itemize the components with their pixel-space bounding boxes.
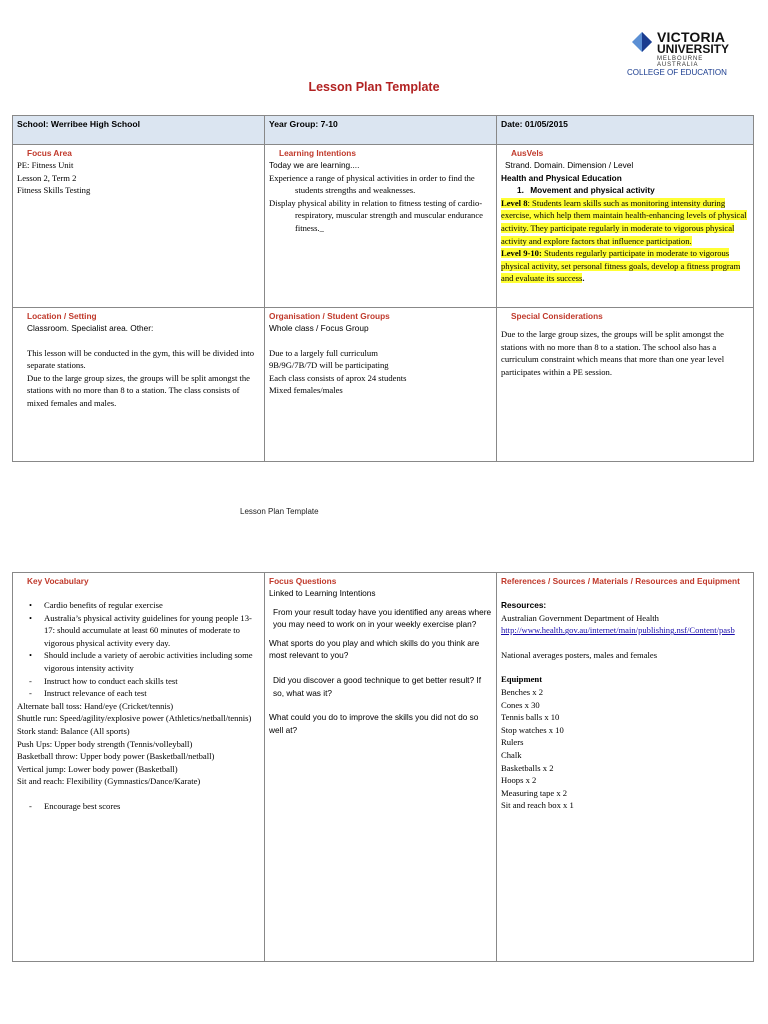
level8-text: : Students learn skills such as monitoring intensity during exercise, which help them maintain health-enhancing levels of physical activity. They participate regularly in moderate to vigorous physical activity and explore factors that influence participation. xyxy=(501,197,747,246)
focus-questions-heading: Focus Questions xyxy=(269,576,337,586)
focus-question: From your result today have you identified any areas where you may need to work on in your weekly exercise plan? xyxy=(273,606,492,630)
dash-mark: - xyxy=(29,675,32,686)
references-cell xyxy=(497,573,754,962)
resources-link-wrap xyxy=(501,624,749,637)
organisation-line: 9B/9G/7B/7D will be participating xyxy=(269,360,389,371)
document-subtitle: Lesson Plan Template xyxy=(240,507,319,516)
resources-dept: Australian Government Department of Health xyxy=(501,612,659,623)
learning-intentions-heading: Learning Intentions xyxy=(279,148,356,158)
references-heading: References / Sources / Materials / Resources and Equipment xyxy=(501,576,740,586)
level910-end: . xyxy=(582,273,585,284)
special-considerations-heading: Special Considerations xyxy=(511,311,603,321)
date-cell xyxy=(497,116,754,145)
logo-line-victoria: VICTORIA xyxy=(657,29,726,45)
key-vocabulary-cell xyxy=(13,573,265,962)
equipment-item: Tennis balls x 10 xyxy=(501,712,560,723)
organisation-line: Whole class / Focus Group xyxy=(269,323,369,333)
vocab-test-line: Push Ups: Upper body strength (Tennis/volleyball) xyxy=(17,738,193,749)
equipment-item: Basketballs x 2 xyxy=(501,762,554,773)
focus-area-cell xyxy=(13,145,265,308)
level8-label: Level 8 xyxy=(501,197,528,208)
learning-intentions-cell xyxy=(265,145,497,308)
document-title: Lesson Plan Template xyxy=(308,80,440,94)
equipment-item: Benches x 2 xyxy=(501,686,544,697)
location-para: This lesson will be conducted in the gym, this will be divided into separate stations. xyxy=(27,347,254,371)
date-value: 01/05/2015 xyxy=(524,119,568,129)
logo-college: COLLEGE OF EDUCATION xyxy=(627,68,727,77)
ausvels-subject: Health and Physical Education xyxy=(501,172,622,183)
date-label: Date: xyxy=(501,119,523,129)
dash-mark: - xyxy=(29,800,32,811)
equipment-item: Cones x 30 xyxy=(501,699,540,710)
location-line: Classroom. Specialist area. Other: xyxy=(27,323,154,333)
focus-questions-intro: Linked to Learning Intentions xyxy=(269,588,376,598)
equipment-item: Measuring tape x 2 xyxy=(501,787,568,798)
focus-question: Did you discover a good technique to get better result? If so, what was it? xyxy=(273,674,482,698)
bullet-mark: • xyxy=(29,650,33,661)
vocab-test-line: Vertical jump: Lower body power (Basketball) xyxy=(17,763,178,774)
vocab-test-line: Shuttle run: Speed/agility/explosive power (Athletics/netball/tennis) xyxy=(17,713,252,724)
victoria-university-logo xyxy=(627,28,730,80)
logo-line-university: UNIVERSITY xyxy=(657,42,730,56)
logo-diamond-icon xyxy=(632,32,652,52)
equipment-item: Chalk xyxy=(501,749,522,760)
location-heading: Location / Setting xyxy=(27,311,97,321)
location-para: Due to the large group sizes, the groups will be split amongst the stations with no more than 8 to a station. The class consists of mixed females and males. xyxy=(27,372,251,408)
learning-intentions-intro: Today we are learning.... xyxy=(269,160,360,170)
level910-text: Students regularly participate in moderate to vigorous physical activity, set personal fitness goals, develop a fitness program and evaluate its success xyxy=(501,248,741,284)
year-value: 7-10 xyxy=(320,119,338,129)
organisation-line: Mixed females/males xyxy=(269,385,343,396)
vocab-bullet: • Cardio benefits of regular exercise xyxy=(29,600,163,610)
special-considerations-text: Due to the large group sizes, the groups will be split amongst the stations with no more than 8 to a station. The school also has a curriculum constraint which means that more than one year level participates within a PE session. xyxy=(501,329,725,377)
bullet-mark: • xyxy=(29,600,33,610)
equipment-item: Rulers xyxy=(501,737,524,748)
key-vocabulary-heading: Key Vocabulary xyxy=(27,576,89,586)
lesson-plan-table-top xyxy=(12,115,754,462)
ausvels-dimension-text: Movement and physical activity xyxy=(530,185,655,196)
ausvels-strand: Strand. Domain. Dimension / Level xyxy=(505,160,634,170)
vocab-bullet: - Instruct relevance of each test xyxy=(29,688,147,699)
focus-area-line: Lesson 2, Term 2 xyxy=(17,172,77,183)
ausvels-level8 xyxy=(501,197,749,247)
school-value: Werribee High School xyxy=(50,119,141,129)
organisation-cell xyxy=(265,308,497,462)
vocab-test-line: Sit and reach: Flexibility (Gymnastics/Dance/Karate) xyxy=(17,776,201,787)
row-location xyxy=(13,308,754,462)
row-focus xyxy=(13,145,754,308)
organisation-line: Due to a largely full curriculum xyxy=(269,347,378,358)
equipment-item: Hoops x 2 xyxy=(501,775,537,786)
learning-intention-item: Experience a range of physical activities in order to find the students strengths and weaknesses. xyxy=(269,172,475,196)
vocab-bullet: • Should include a variety of aerobic activities including some vigorous intensity activity xyxy=(29,650,253,673)
organisation-heading: Organisation / Student Groups xyxy=(269,311,390,321)
ausvels-heading: AusVels xyxy=(511,148,544,158)
focus-area-heading: Focus Area xyxy=(27,148,72,158)
resources-posters: National averages posters, males and females xyxy=(501,649,658,660)
focus-area-line: Fitness Skills Testing xyxy=(17,185,91,196)
lesson-plan-table-bottom xyxy=(12,572,754,962)
bullet-mark: • xyxy=(29,612,33,623)
vocab-bullet: • Australia’s physical activity guidelines for young people 13-17: should accumulate at least 60 minutes of moderate to vigorous physical activity every day. xyxy=(29,612,252,648)
vocab-test-line: Basketball throw: Upper body power (Basketball/netball) xyxy=(17,751,215,762)
vocab-test-line: Stork stand: Balance (All sports) xyxy=(17,725,130,736)
focus-question: What could you do to improve the skills you did not do so well at? xyxy=(269,712,479,735)
dash-mark: - xyxy=(29,688,32,699)
ausvels-level910 xyxy=(501,247,749,285)
focus-area-line: PE: Fitness Unit xyxy=(17,160,74,170)
level910-label: Level 9-10: xyxy=(501,248,542,259)
focus-question: What sports do you play and which skills do you think are most relevant to you? xyxy=(269,637,480,661)
learning-intention-item: Display physical ability in relation to fitness testing of cardio-respiratory, muscular strength and muscular endurance fitness._ xyxy=(269,197,483,233)
health-website-link[interactable]: http://www.health.gov.au/internet/main/publishing.nsf/Content/pasb xyxy=(501,625,735,636)
ausvels-dimension-number: 1. xyxy=(517,185,524,196)
header-row xyxy=(13,116,754,145)
year-label: Year Group: xyxy=(269,119,319,129)
school-cell xyxy=(13,116,265,145)
ausvels-cell xyxy=(497,145,754,308)
vocab-bullet: - Encourage best scores xyxy=(29,800,121,811)
equipment-item: Stop watches x 10 xyxy=(501,724,564,735)
ausvels-dimension xyxy=(501,184,749,197)
equipment-label: Equipment xyxy=(501,674,543,685)
vocab-bullet: - Instruct how to conduct each skills test xyxy=(29,675,178,686)
year-cell xyxy=(265,116,497,145)
special-considerations-cell xyxy=(497,308,754,462)
equipment-item: Sit and reach box x 1 xyxy=(501,800,574,811)
location-cell xyxy=(13,308,265,462)
organisation-line: Each class consists of aprox 24 students xyxy=(269,372,407,383)
logo-line-location: MELBOURNE AUSTRALIA xyxy=(657,56,704,68)
row-vocab xyxy=(13,573,754,962)
school-label: School: xyxy=(17,119,49,129)
focus-questions-cell xyxy=(265,573,497,962)
vocab-test-line: Alternate ball toss: Hand/eye (Cricket/tennis) xyxy=(17,700,174,711)
resources-label: Resources: xyxy=(501,600,547,610)
